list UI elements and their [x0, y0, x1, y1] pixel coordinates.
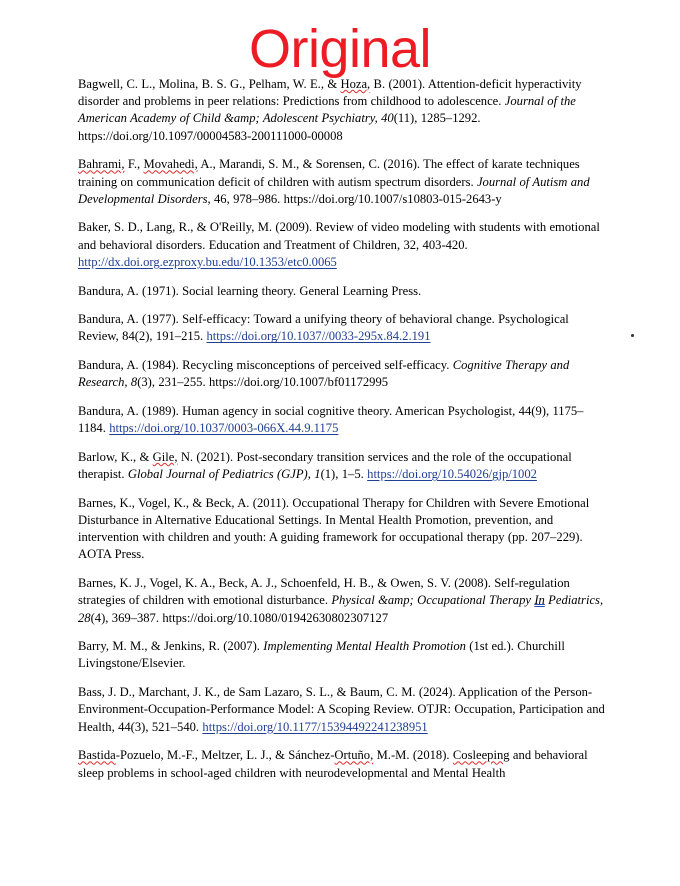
reference-entry	[78, 575, 606, 627]
original-watermark: Original	[248, 19, 432, 79]
reference-text: (1), 1–5.	[320, 467, 368, 482]
reference-text: -Pozuelo, M.-F., Meltzer, L. J., & Sánchez-	[115, 748, 335, 763]
reference-text: F.,	[124, 157, 144, 172]
reference-text: Bandura, A. (1977). Self-efficacy: Toward a unifying theory of behavioral change. Psychological Review, 84(2), 191–215.	[78, 312, 569, 344]
reference-entry	[78, 638, 606, 672]
reference-entry	[78, 311, 606, 345]
spellcheck-flagged-word[interactable]: Cosleeping	[452, 748, 510, 763]
reference-text: M.-M. (2018).	[373, 748, 453, 763]
reference-text: (11), 1285–1292. https://doi.org/10.1097/00004583-200111000-00008	[78, 111, 481, 143]
reference-italic-text: Physical &amp; Occupational Therapy	[331, 593, 535, 608]
reference-text: Barnes, K., Vogel, K., & Beck, A. (2011). Occupational Therapy for Children with Severe Emotional Disturbance in Alternative Educational Settings. In Mental Health Promotion, prevention, and intervention with children and youth: A guiding framework for occupational therapy (pp. 207–229). AOTA Press.	[78, 495, 590, 562]
reference-hyperlink[interactable]: https://doi.org/10.1037//0033-295x.84.2.191	[206, 329, 431, 344]
spellcheck-flagged-word[interactable]: Hoza,	[340, 77, 371, 91]
reference-text: Bandura, A. (1989). Human agency in social cognitive theory. American Psychologist, 44(9), 1175–1184.	[78, 404, 584, 436]
reference-text: N. (2021). Post-secondary transition services and the role of the occupational therapist.	[78, 449, 572, 482]
reference-hyperlink[interactable]: http://dx.doi.org.ezproxy.bu.edu/10.1353/etc0.0065	[78, 254, 337, 269]
reference-text: Bandura, A. (1971). Social learning theory. General Learning Press.	[78, 283, 422, 298]
reference-entry	[78, 403, 606, 437]
reference-italic-text: Implementing Mental Health Promotion	[263, 639, 466, 654]
reference-text: (1st ed.). Churchill Livingstone/Elsevier.	[78, 639, 565, 671]
reference-text: Bagwell, C. L., Molina, B. S. G., Pelham, W. E., &	[78, 77, 341, 91]
reference-italic-text: Global Journal of Pediatrics (GJP), 1	[127, 467, 321, 482]
reference-entry	[78, 357, 606, 391]
reference-text: and behavioral sleep problems in school-aged children with neurodevelopmental and Mental Health	[78, 748, 588, 780]
reference-italic-text: Journal of the American Academy of Child &amp; Adolescent Psychiatry, 40	[78, 94, 576, 126]
reference-entry	[78, 495, 606, 564]
spellcheck-flagged-word[interactable]: Ortuño,	[334, 748, 374, 763]
reference-entry	[78, 219, 606, 271]
spellcheck-flagged-word[interactable]: Bahrami,	[78, 157, 125, 172]
spellcheck-flagged-word[interactable]: Bastida	[78, 748, 116, 763]
reference-text: (4), 369–387. https://doi.org/10.1080/01942630802307127	[90, 610, 389, 625]
reference-text: Baker, S. D., Lang, R., & O'Reilly, M. (2009). Review of video modeling with students with emotional and behavioral disorders. Education and Treatment of Children, 32, 403-420.	[78, 220, 600, 252]
reference-hyperlink[interactable]: https://doi.org/10.1177/15394492241238951	[202, 719, 428, 734]
reference-text: Barry, M. M., & Jenkins, R. (2007).	[78, 639, 264, 654]
reference-text: , 46, 978–986. https://doi.org/10.1007/s10803-015-2643-y	[207, 191, 502, 206]
reference-list	[78, 76, 606, 793]
reference-entry	[78, 747, 606, 781]
spellcheck-flagged-word[interactable]: Movahedi,	[143, 157, 198, 172]
reference-text: Bandura, A. (1984). Recycling misconceptions of perceived self-efficacy.	[78, 358, 453, 373]
reference-hyperlink[interactable]: https://doi.org/10.54026/gjp/1002	[367, 467, 537, 482]
reference-italic-text: Journal of Autism and Developmental Disorders	[78, 174, 590, 206]
reference-text: A., Marandi, S. M., & Sorensen, C. (2016). The effect of karate techniques training on communication deficit of children with autism spectrum disorders.	[78, 157, 580, 189]
reference-text: (3), 231–255. https://doi.org/10.1007/bf01172995	[137, 375, 389, 390]
reference-entry	[78, 283, 606, 300]
reference-text: Barlow, K., &	[78, 449, 153, 464]
reference-entry	[78, 156, 606, 208]
reference-text: Bass, J. D., Marchant, J. K., de Sam Lazaro, S. L., & Baum, C. M. (2024). Application of the Person-Environment-Occupation-Performance Model: A Scoping Review. OTJR: Occupation, Participation and Health, 44(3), 521–540.	[78, 685, 605, 734]
spellcheck-flagged-word[interactable]: Gile,	[152, 449, 178, 464]
reference-entry	[78, 684, 606, 736]
stray-punctuation-mark	[631, 334, 634, 337]
reference-entry	[78, 76, 606, 145]
reference-italic-text: Pediatrics, 28	[78, 593, 604, 625]
grammar-flagged-word[interactable]: In	[534, 593, 545, 608]
reference-text: B. (2001). Attention-deficit hyperactivity disorder and problems in peer relations: Predictions from childhood to adolescence.	[78, 77, 582, 109]
reference-hyperlink[interactable]: https://doi.org/10.1037/0003-066X.44.9.1175	[109, 421, 339, 436]
reference-entry	[78, 449, 606, 483]
reference-italic-text: Cognitive Therapy and Research, 8	[78, 358, 570, 390]
reference-text: Barnes, K. J., Vogel, K. A., Beck, A. J., Schoenfeld, H. B., & Owen, S. V. (2008). Self-regulation strategies of children with emotional disturbance.	[78, 576, 570, 608]
